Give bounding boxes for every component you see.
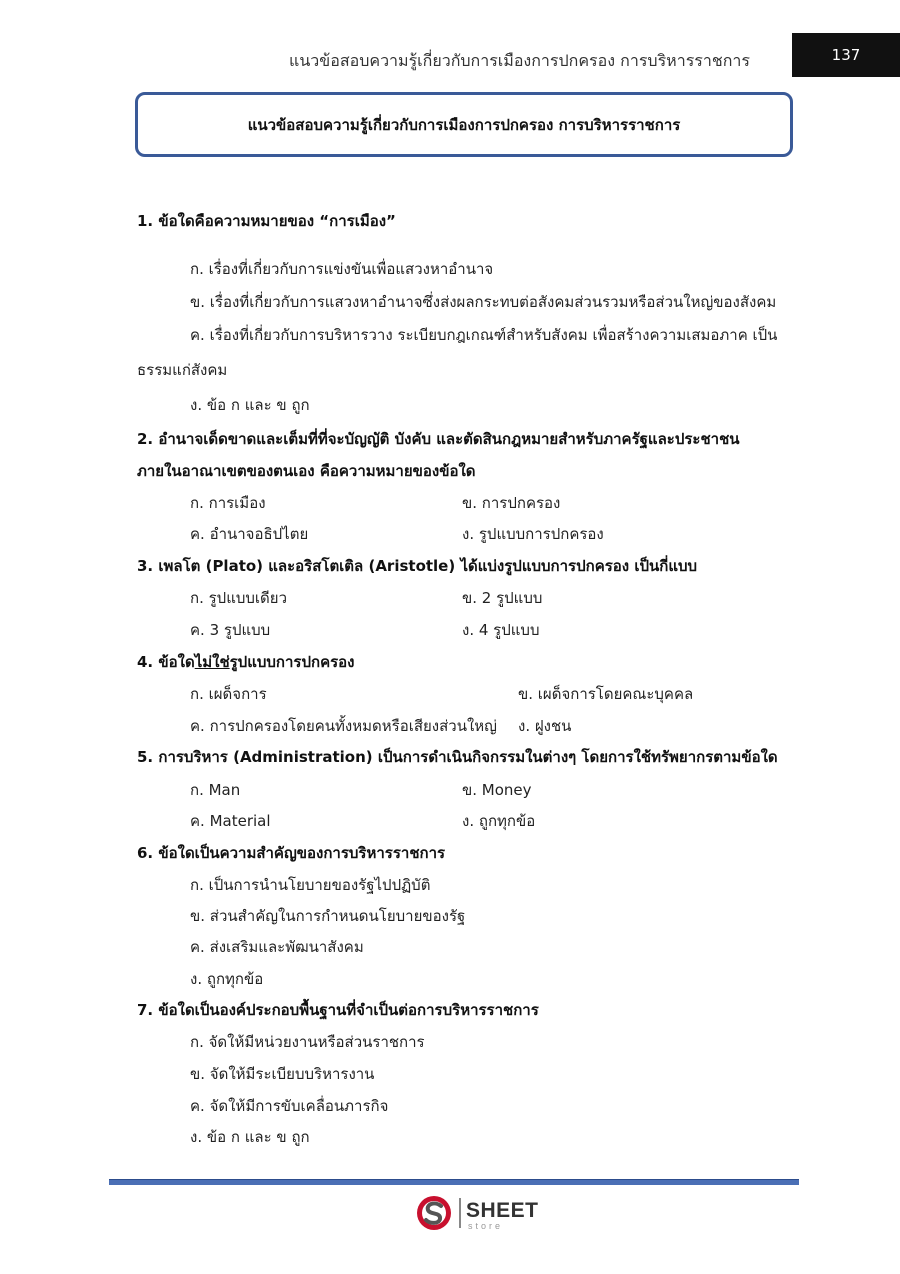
footer-divider: [109, 1179, 799, 1185]
q5-option-b: ข. Money: [462, 781, 532, 799]
q5-option-a: ก. Man: [190, 781, 241, 799]
section-title: แนวข้อสอบความรู้เกี่ยวกับการเมืองการปกครอง การบริหารราชการ: [247, 115, 681, 134]
q6-option-a: ก. เป็นการนำนโยบายของรัฐไปปฏิบัติ: [190, 876, 431, 894]
question-4: [137, 650, 355, 674]
q1-option-c-cont: ธรรมแก่สังคม: [137, 361, 228, 379]
q3-option-b: ข. 2 รูปแบบ: [462, 589, 543, 607]
q2-option-d: ง. รูปแบบการปกครอง: [462, 525, 604, 543]
question-4-underlined: ไม่ใช่: [194, 653, 230, 671]
q1-option-b: ข. เรื่องที่เกี่ยวกับการแสวงหาอำนาจซึ่งส่งผลกระทบต่อสังคมส่วนรวมหรือส่วนใหญ่ของสังคม: [190, 293, 777, 311]
q5-option-d: ง. ถูกทุกข้อ: [462, 812, 536, 830]
q5-option-c: ค. Material: [190, 812, 271, 830]
q7-option-c: ค. จัดให้มีการขับเคลื่อนภารกิจ: [190, 1097, 389, 1115]
question-5: 5. การบริหาร (Administration) เป็นการดำเนินกิจกรรมในต่างๆ โดยการใช้ทรัพยากรตามข้อใด: [137, 748, 778, 766]
question-6: 6. ข้อใดเป็นความสำคัญของการบริหารราชการ: [137, 844, 446, 862]
question-2-cont: ภายในอาณาเขตของตนเอง คือความหมายของข้อใด: [137, 462, 476, 480]
question-7: 7. ข้อใดเป็นองค์ประกอบพื้นฐานที่จำเป็นต่อการบริหารราชการ: [137, 1001, 539, 1019]
section-title-box: [135, 92, 793, 157]
q2-option-b: ข. การปกครอง: [462, 494, 561, 512]
q6-option-b: ข. ส่วนสำคัญในการกำหนดนโยบายของรัฐ: [190, 907, 466, 925]
q7-option-d: ง. ข้อ ก และ ข ถูก: [190, 1128, 310, 1146]
header-title: แนวข้อสอบความรู้เกี่ยวกับการเมืองการปกครอง การบริหารราชการ: [289, 51, 750, 70]
page-number: 137: [792, 33, 900, 77]
q2-option-a: ก. การเมือง: [190, 494, 266, 512]
q7-option-a: ก. จัดให้มีหน่วยงานหรือส่วนราชการ: [190, 1033, 425, 1051]
logo-text: SHEET: [466, 1199, 539, 1222]
q3-option-a: ก. รูปแบบเดียว: [190, 589, 287, 607]
q2-option-c: ค. อำนาจอธิปไตย: [190, 525, 309, 543]
q4-option-a: ก. เผด็จการ: [190, 685, 267, 703]
q6-option-d: ง. ถูกทุกข้อ: [190, 970, 264, 988]
question-2: 2. อำนาจเด็ดขาดและเต็มที่ที่จะบัญญัติ บังคับ และตัดสินกฎหมายสำหรับภาครัฐและประชาชน: [137, 430, 740, 448]
question-4-post: รูปแบบการปกครอง: [229, 653, 355, 671]
q4-option-c: ค. การปกครองโดยคนทั้งหมดหรือเสียงส่วนใหญ่: [190, 717, 497, 735]
q7-option-b: ข. จัดให้มีระเบียบบริหารงาน: [190, 1065, 375, 1083]
q3-option-c: ค. 3 รูปแบบ: [190, 621, 271, 639]
question-4-pre: 4. ข้อใด: [137, 653, 195, 671]
q4-option-b: ข. เผด็จการโดยคณะบุคคล: [518, 685, 694, 703]
logo-subtext: store: [468, 1221, 504, 1231]
question-3: 3. เพลโต (Plato) และอริสโตเติล (Aristotle) ได้แบ่งรูปแบบการปกครอง เป็นกี่แบบ: [137, 557, 698, 575]
question-1: 1. ข้อใดคือความหมายของ “การเมือง”: [137, 212, 396, 230]
q4-option-d: ง. ฝูงชน: [518, 717, 572, 735]
q1-option-a: ก. เรื่องที่เกี่ยวกับการแข่งขันเพื่อแสวงหาอำนาจ: [190, 260, 494, 278]
q3-option-d: ง. 4 รูปแบบ: [462, 621, 540, 639]
q1-option-c: ค. เรื่องที่เกี่ยวกับการบริหารวาง ระเบียบกฎเกณฑ์สำหรับสังคม เพื่อสร้างความเสมอภาค เป็น: [190, 326, 778, 344]
q1-option-d: ง. ข้อ ก และ ข ถูก: [190, 396, 310, 414]
q6-option-c: ค. ส่งเสริมและพัฒนาสังคม: [190, 938, 364, 956]
